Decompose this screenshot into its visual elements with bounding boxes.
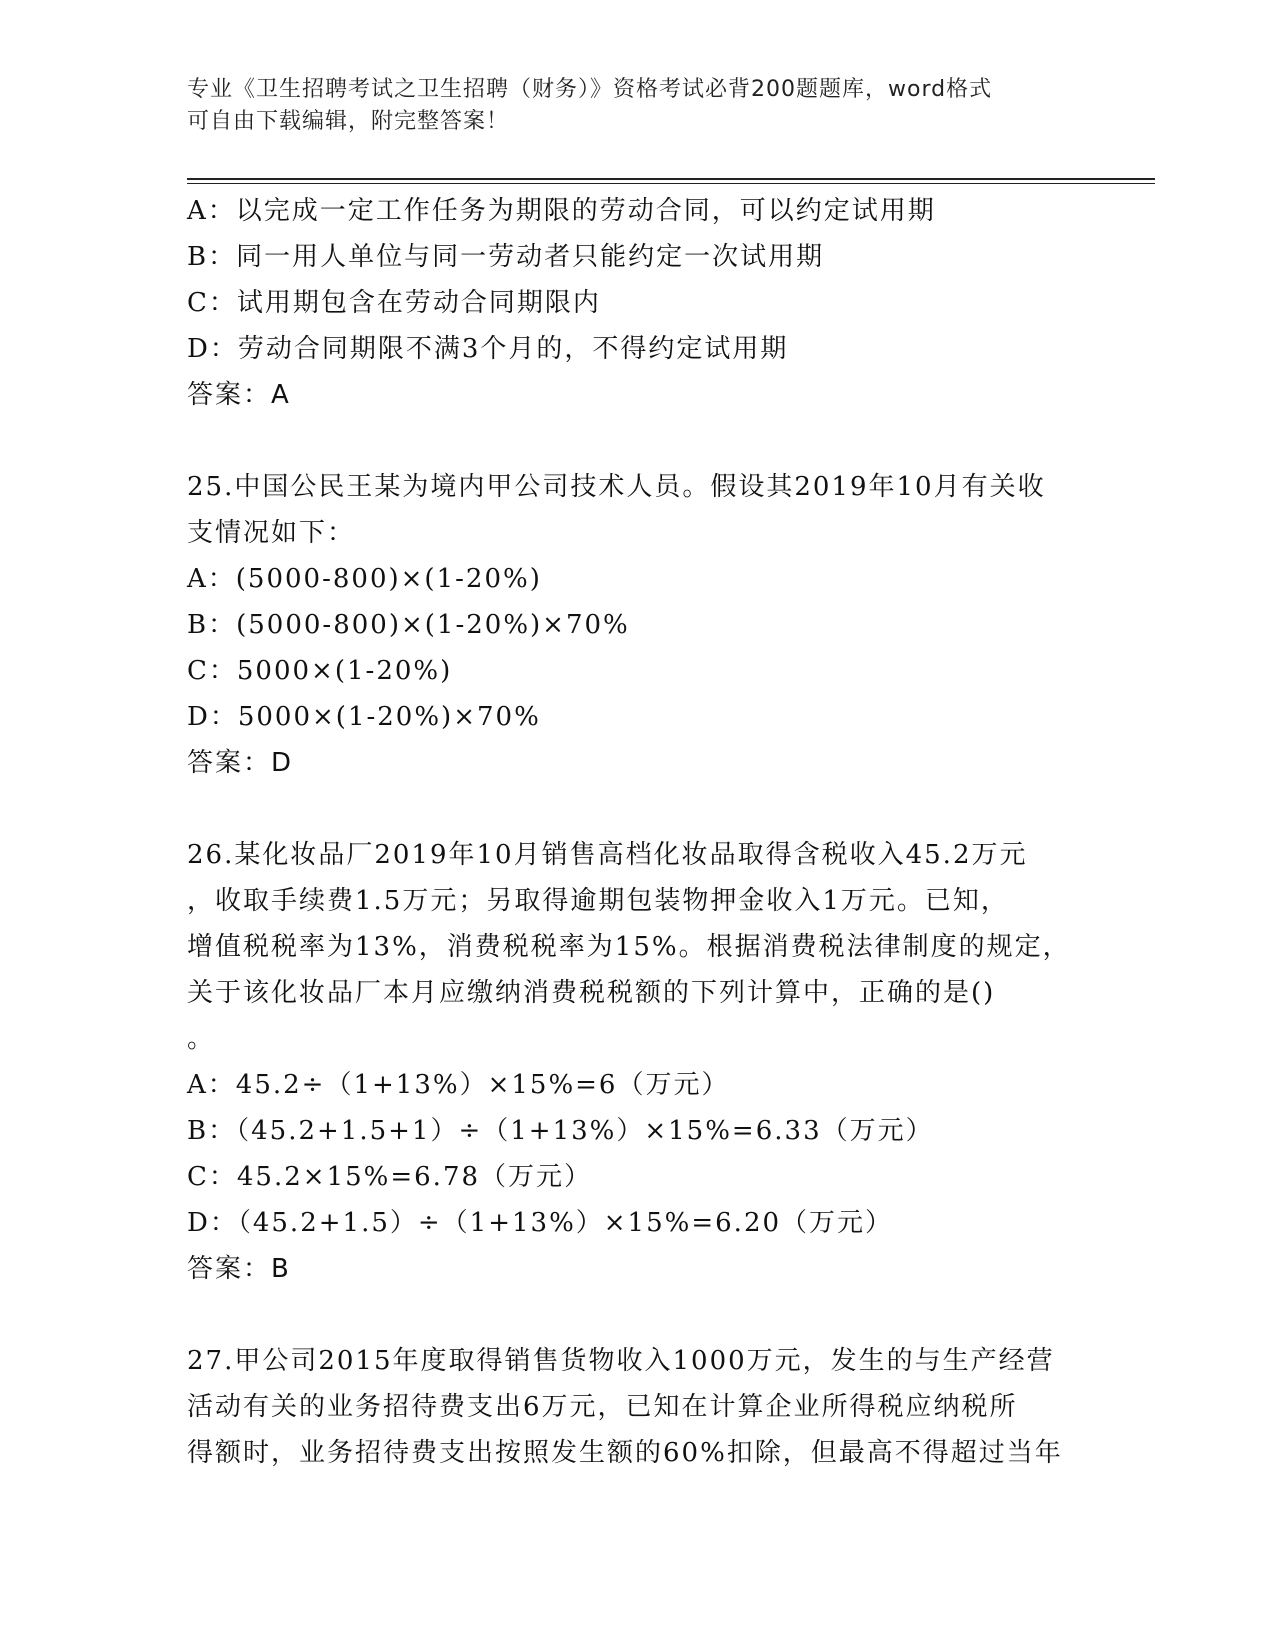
question-24 [187,188,1087,418]
question-stem-line: 支情况如下： [187,518,356,548]
option-d: D：劳动合同期限不满3个月的，不得约定试用期 [187,334,789,364]
question-stem-line: 增值税税率为13%，消费税税率为15%。根据消费税法律制度的规定， [187,932,1071,962]
header-line-2: 可自由下载编辑，附完整答案！ [187,109,510,134]
question-27 [187,1338,1087,1476]
question-stem-line: 活动有关的业务招待费支出6万元，已知在计算企业所得税应纳税所 [187,1392,1018,1422]
question-stem-line: 27.甲公司2015年度取得销售货物收入1000万元，发生的与生产经营 [187,1346,1055,1376]
option-b: B：(5000-800)×(1-20%)×70% [187,610,630,640]
question-stem-line: 26.某化妆品厂2019年10月销售高档化妆品取得含税收入45.2万元 [187,840,1028,870]
spacer [187,1292,1087,1338]
option-c: C：试用期包含在劳动合同期限内 [187,288,601,318]
question-stem-line: 25.中国公民王某为境内甲公司技术人员。假设其2019年10月有关收 [187,472,1046,502]
option-b: B：（45.2+1.5+1）÷（1+13%）×15%=6.33（万元） [187,1116,934,1146]
question-stem-line: 得额时，业务招待费支出按照发生额的60%扣除，但最高不得超过当年 [187,1438,1063,1468]
option-a: A：45.2÷（1+13%）×15%=6（万元） [187,1070,730,1100]
answer: 答案：A [187,380,291,410]
answer: 答案：B [187,1254,291,1284]
option-d: D：5000×(1-20%)×70% [187,702,541,732]
spacer [187,786,1087,832]
document-header [187,74,1087,138]
header-line-1: 专业《卫生招聘考试之卫生招聘（财务）》资格考试必背200题题库，word格式 [187,77,993,102]
question-stem-line: ，收取手续费1.5万元；另取得逾期包装物押金收入1万元。已知， [187,886,1009,916]
question-stem-line: 。 [187,1024,216,1054]
option-c: C：5000×(1-20%) [187,656,453,686]
question-25 [187,464,1087,786]
header-divider-thin [187,183,1155,184]
answer: 答案：D [187,748,294,778]
option-a: A：以完成一定工作任务为期限的劳动合同，可以约定试用期 [187,196,936,226]
header-divider-thick [187,178,1155,180]
question-list [187,188,1087,1476]
option-c: C：45.2×15%=6.78（万元） [187,1162,593,1192]
option-b: B：同一用人单位与同一劳动者只能约定一次试用期 [187,242,825,272]
question-stem-line: 关于该化妆品厂本月应缴纳消费税税额的下列计算中，正确的是() [187,978,996,1008]
option-d: D：（45.2+1.5）÷（1+13%）×15%=6.20（万元） [187,1208,894,1238]
option-a: A：(5000-800)×(1-20%) [187,564,542,594]
question-26 [187,832,1087,1292]
spacer [187,418,1087,464]
